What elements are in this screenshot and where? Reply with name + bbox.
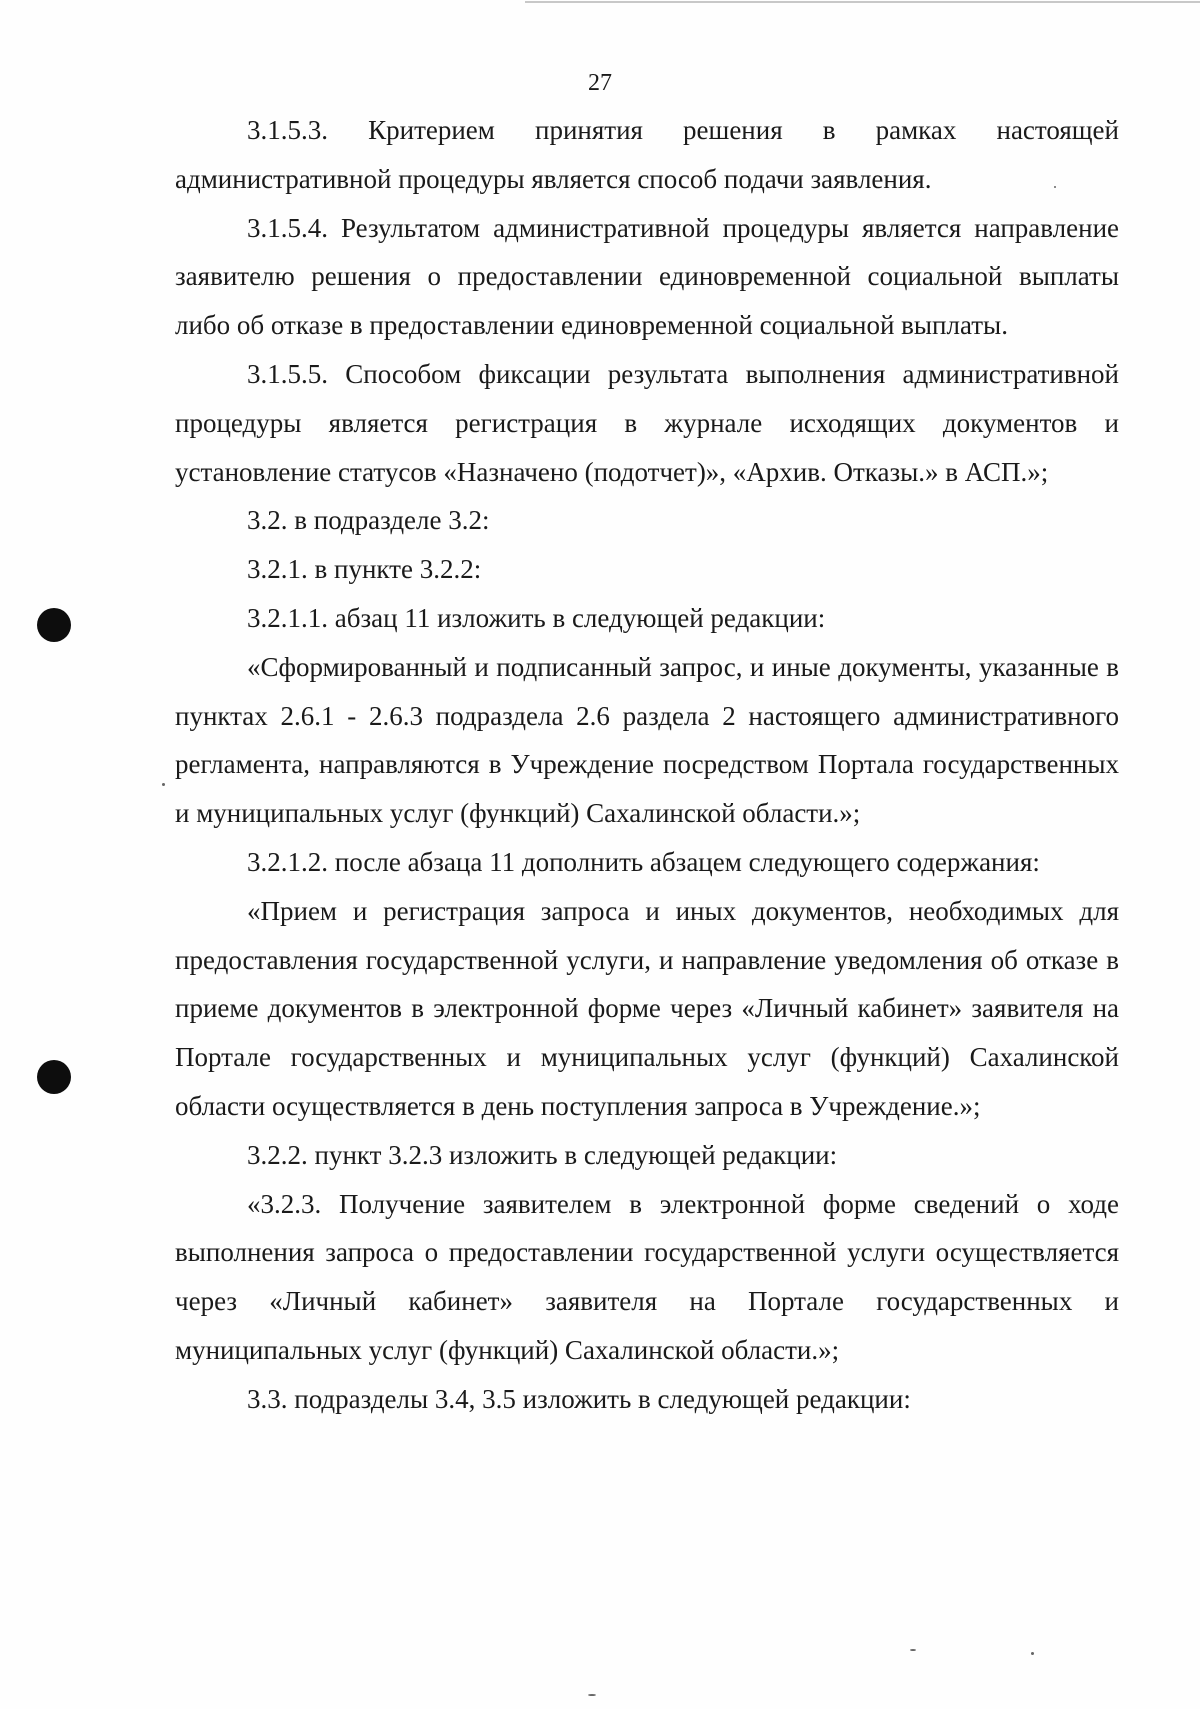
- scan-speck: [162, 783, 165, 786]
- scan-speck: [588, 1694, 596, 1696]
- paragraph-3-2-1-1: 3.2.1.1. абзац 11 изложить в следующей редакции:: [247, 602, 826, 633]
- paragraph-3-2-2: 3.2.2. пункт 3.2.3 изложить в следующей редакции:: [247, 1139, 838, 1170]
- quoted-paragraph-3-2-3: «3.2.3. Получение заявителем в электронной форме сведений о ходе выполнения запроса о предоставлении государственной услуги осуществляется через «Личный кабинет» заявителя на Портале государственных и муниципальных услуг (функций) Сахалинской области.»;: [175, 1188, 1119, 1365]
- quoted-paragraph-abzac-11: «Сформированный и подписанный запрос, и иные документы, указанные в пунктах 2.6.1 - 2.6.3 подраздела 2.6 раздела 2 настоящего административного регламента, направляются в Учреждение посредством Портала государственных и муниципальных услуг (функций) Сахалинской области.»;: [175, 651, 1119, 829]
- quoted-paragraph-new-abzac: «Прием и регистрация запроса и иных документов, необходимых для предоставления государственной услуги, и направление уведомления об отказе в приеме документов в электронной форме через «Личный кабинет» заявителя на Портале государственных и муниципальных услуг (функций) Сахалинской области осуществляется в день поступления запроса в Учреждение.»;: [175, 895, 1119, 1121]
- paragraph-3-2-1-2: 3.2.1.2. после абзаца 11 дополнить абзацем следующего содержания:: [247, 846, 1040, 877]
- binder-hole-top: [37, 608, 71, 642]
- scan-speck: [910, 1649, 916, 1651]
- document-body: [175, 106, 1119, 1424]
- paragraph-3-1-5-5: 3.1.5.5. Способом фиксации результата выполнения административной процедуры является регистрация в журнале исходящих документов и установление статусов «Назначено (подотчет)», «Архив. Отказы.» в АСП.»;: [175, 358, 1119, 487]
- scan-speck: [1054, 186, 1056, 188]
- binder-hole-bottom: [37, 1060, 71, 1094]
- paragraph-3-1-5-4: 3.1.5.4. Результатом административной процедуры является направление заявителю решения о предоставлении единовременной социальной выплаты либо об отказе в предоставлении единовременной социальной выплаты.: [175, 212, 1119, 341]
- paragraph-3-2-1: 3.2.1. в пункте 3.2.2:: [247, 554, 482, 585]
- paragraph-3-1-5-3: 3.1.5.3. Критерием принятия решения в рамках настоящей административной процедуры является способ подачи заявления.: [175, 115, 1119, 194]
- paragraph-3-3: 3.3. подразделы 3.4, 3.5 изложить в следующей редакции:: [247, 1383, 911, 1414]
- scan-speck: [1031, 1652, 1034, 1655]
- scan-edge-line: [525, 1, 1200, 3]
- page-number: 27: [588, 70, 612, 96]
- paragraph-3-2: 3.2. в подразделе 3.2:: [247, 505, 490, 536]
